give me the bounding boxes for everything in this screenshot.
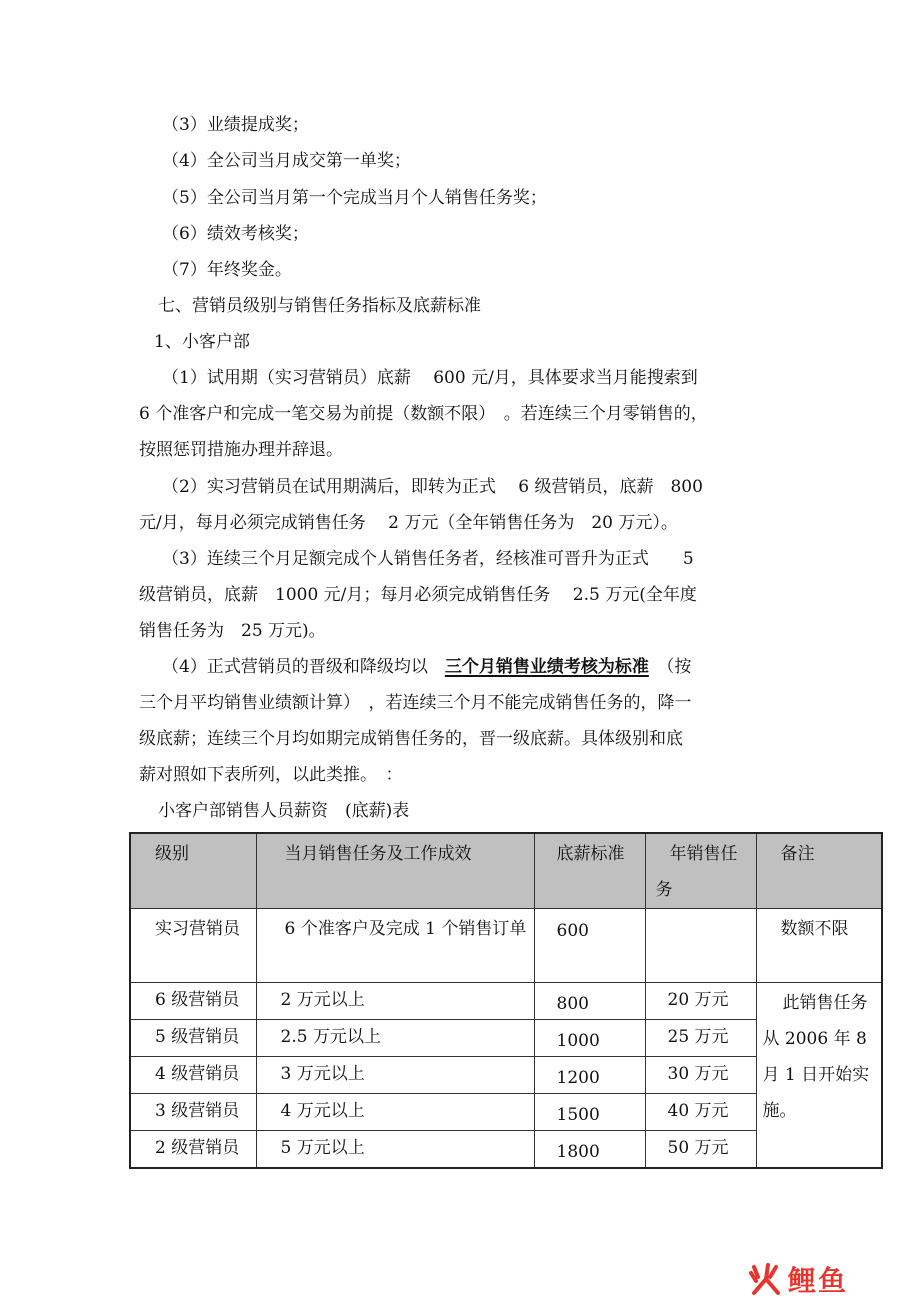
cell-salary: 1500 [534, 1094, 645, 1131]
cell-annual: 30 万元 [645, 1057, 756, 1094]
award-item-5: （5）全公司当月第一个完成当月个人销售任务奖； [162, 188, 547, 208]
merged-note-cell: 此销售任务从 2006 年 8 月 1 日开始实施。 [756, 983, 882, 1169]
cell-level: 2 级营销员 [130, 1131, 256, 1169]
header-cell: 年销售任务 [645, 833, 756, 909]
underlined-standard: 三个月销售业绩考核为标准 [444, 657, 649, 677]
paragraph-4-line-1 [162, 656, 691, 678]
table-caption: 小客户部销售人员薪资 (底薪)表 [158, 801, 410, 821]
watermark-logo [748, 1262, 898, 1296]
paragraph-1-line-3: 按照惩罚措施办理并辞退。 [139, 440, 343, 460]
paragraph-4-line-4: 薪对照如下表所列，以此类推。 ： [139, 765, 403, 785]
header-cell: 当月销售任务及工作成效 [256, 833, 534, 909]
cell-level: 5 级营销员 [130, 1020, 256, 1057]
cell-salary: 1000 [534, 1020, 645, 1057]
cell-salary: 1200 [534, 1057, 645, 1094]
paragraph-4-suffix: （按 [648, 657, 692, 677]
header-cell: 级别 [130, 833, 256, 909]
fire-logo-icon [748, 1263, 784, 1295]
paragraph-2-line-1: （2）实习营销员在试用期满后，即转为正式 6 级营销员，底薪 800 [162, 477, 703, 497]
table-row [130, 909, 882, 983]
subsection-title: 1、小客户部 [154, 332, 250, 352]
cell-annual: 25 万元 [645, 1020, 756, 1057]
cell-salary: 600 [534, 909, 645, 983]
cell-task: 2 万元以上 [256, 983, 534, 1020]
cell-task: 4 万元以上 [256, 1094, 534, 1131]
salary-table [129, 832, 883, 1169]
header-cell: 备注 [756, 833, 882, 909]
table-row [130, 983, 882, 1020]
cell-annual: 20 万元 [645, 983, 756, 1020]
cell-salary: 800 [534, 983, 645, 1020]
cell-annual: 40 万元 [645, 1094, 756, 1131]
cell-annual: 50 万元 [645, 1131, 756, 1169]
header-cell: 底薪标准 [534, 833, 645, 909]
cell-annual [645, 909, 756, 983]
cell-task: 3 万元以上 [256, 1057, 534, 1094]
cell-task: 6 个准客户及完成 1 个销售订单 [256, 909, 534, 983]
paragraph-4-line-2: 三个月平均销售业绩额计算） ，若连续三个月不能完成销售任务的，降一 [139, 693, 692, 713]
cell-note: 数额不限 [756, 909, 882, 983]
paragraph-4-prefix: （4）正式营销员的晋级和降级均以 [162, 657, 445, 677]
award-item-4: （4）全公司当月成交第一单奖； [162, 151, 411, 171]
cell-level: 3 级营销员 [130, 1094, 256, 1131]
award-item-6: （6）绩效考核奖； [162, 224, 309, 244]
paragraph-4-line-3: 级底薪；连续三个月均如期完成销售任务的，晋一级底薪。具体级别和底 [139, 729, 683, 749]
paragraph-3-line-2: 级营销员，底薪 1000 元/月；每月必须完成销售任务 2.5 万元(全年度 [139, 585, 697, 605]
paragraph-1-line-1: （1）试用期（实习营销员）底薪 600 元/月，具体要求当月能搜索到 [162, 368, 698, 388]
paragraph-1-line-2: 6 个准客户和完成一笔交易为前提（数额不限） 。若连续三个月零销售的， [139, 404, 708, 424]
paragraph-3-line-3: 销售任务为 25 万元)。 [139, 621, 326, 641]
watermark-text: 鲤鱼 [788, 1264, 849, 1297]
table-header-row [130, 833, 882, 909]
paragraph-3-line-1: （3）连续三个月足额完成个人销售任务者，经核准可晋升为正式 5 [162, 549, 694, 569]
cell-task: 2.5 万元以上 [256, 1020, 534, 1057]
paragraph-2-line-2: 元/月，每月必须完成销售任务 2 万元（全年销售任务为 20 万元）。 [139, 513, 678, 533]
cell-level: 6 级营销员 [130, 983, 256, 1020]
cell-level: 实习营销员 [130, 909, 256, 983]
cell-level: 4 级营销员 [130, 1057, 256, 1094]
cell-salary: 1800 [534, 1131, 645, 1169]
cell-task: 5 万元以上 [256, 1131, 534, 1169]
award-item-7: （7）年终奖金。 [162, 260, 292, 280]
section-title: 七、营销员级别与销售任务指标及底薪标准 [158, 296, 481, 316]
award-item-3: （3）业绩提成奖； [162, 115, 309, 135]
